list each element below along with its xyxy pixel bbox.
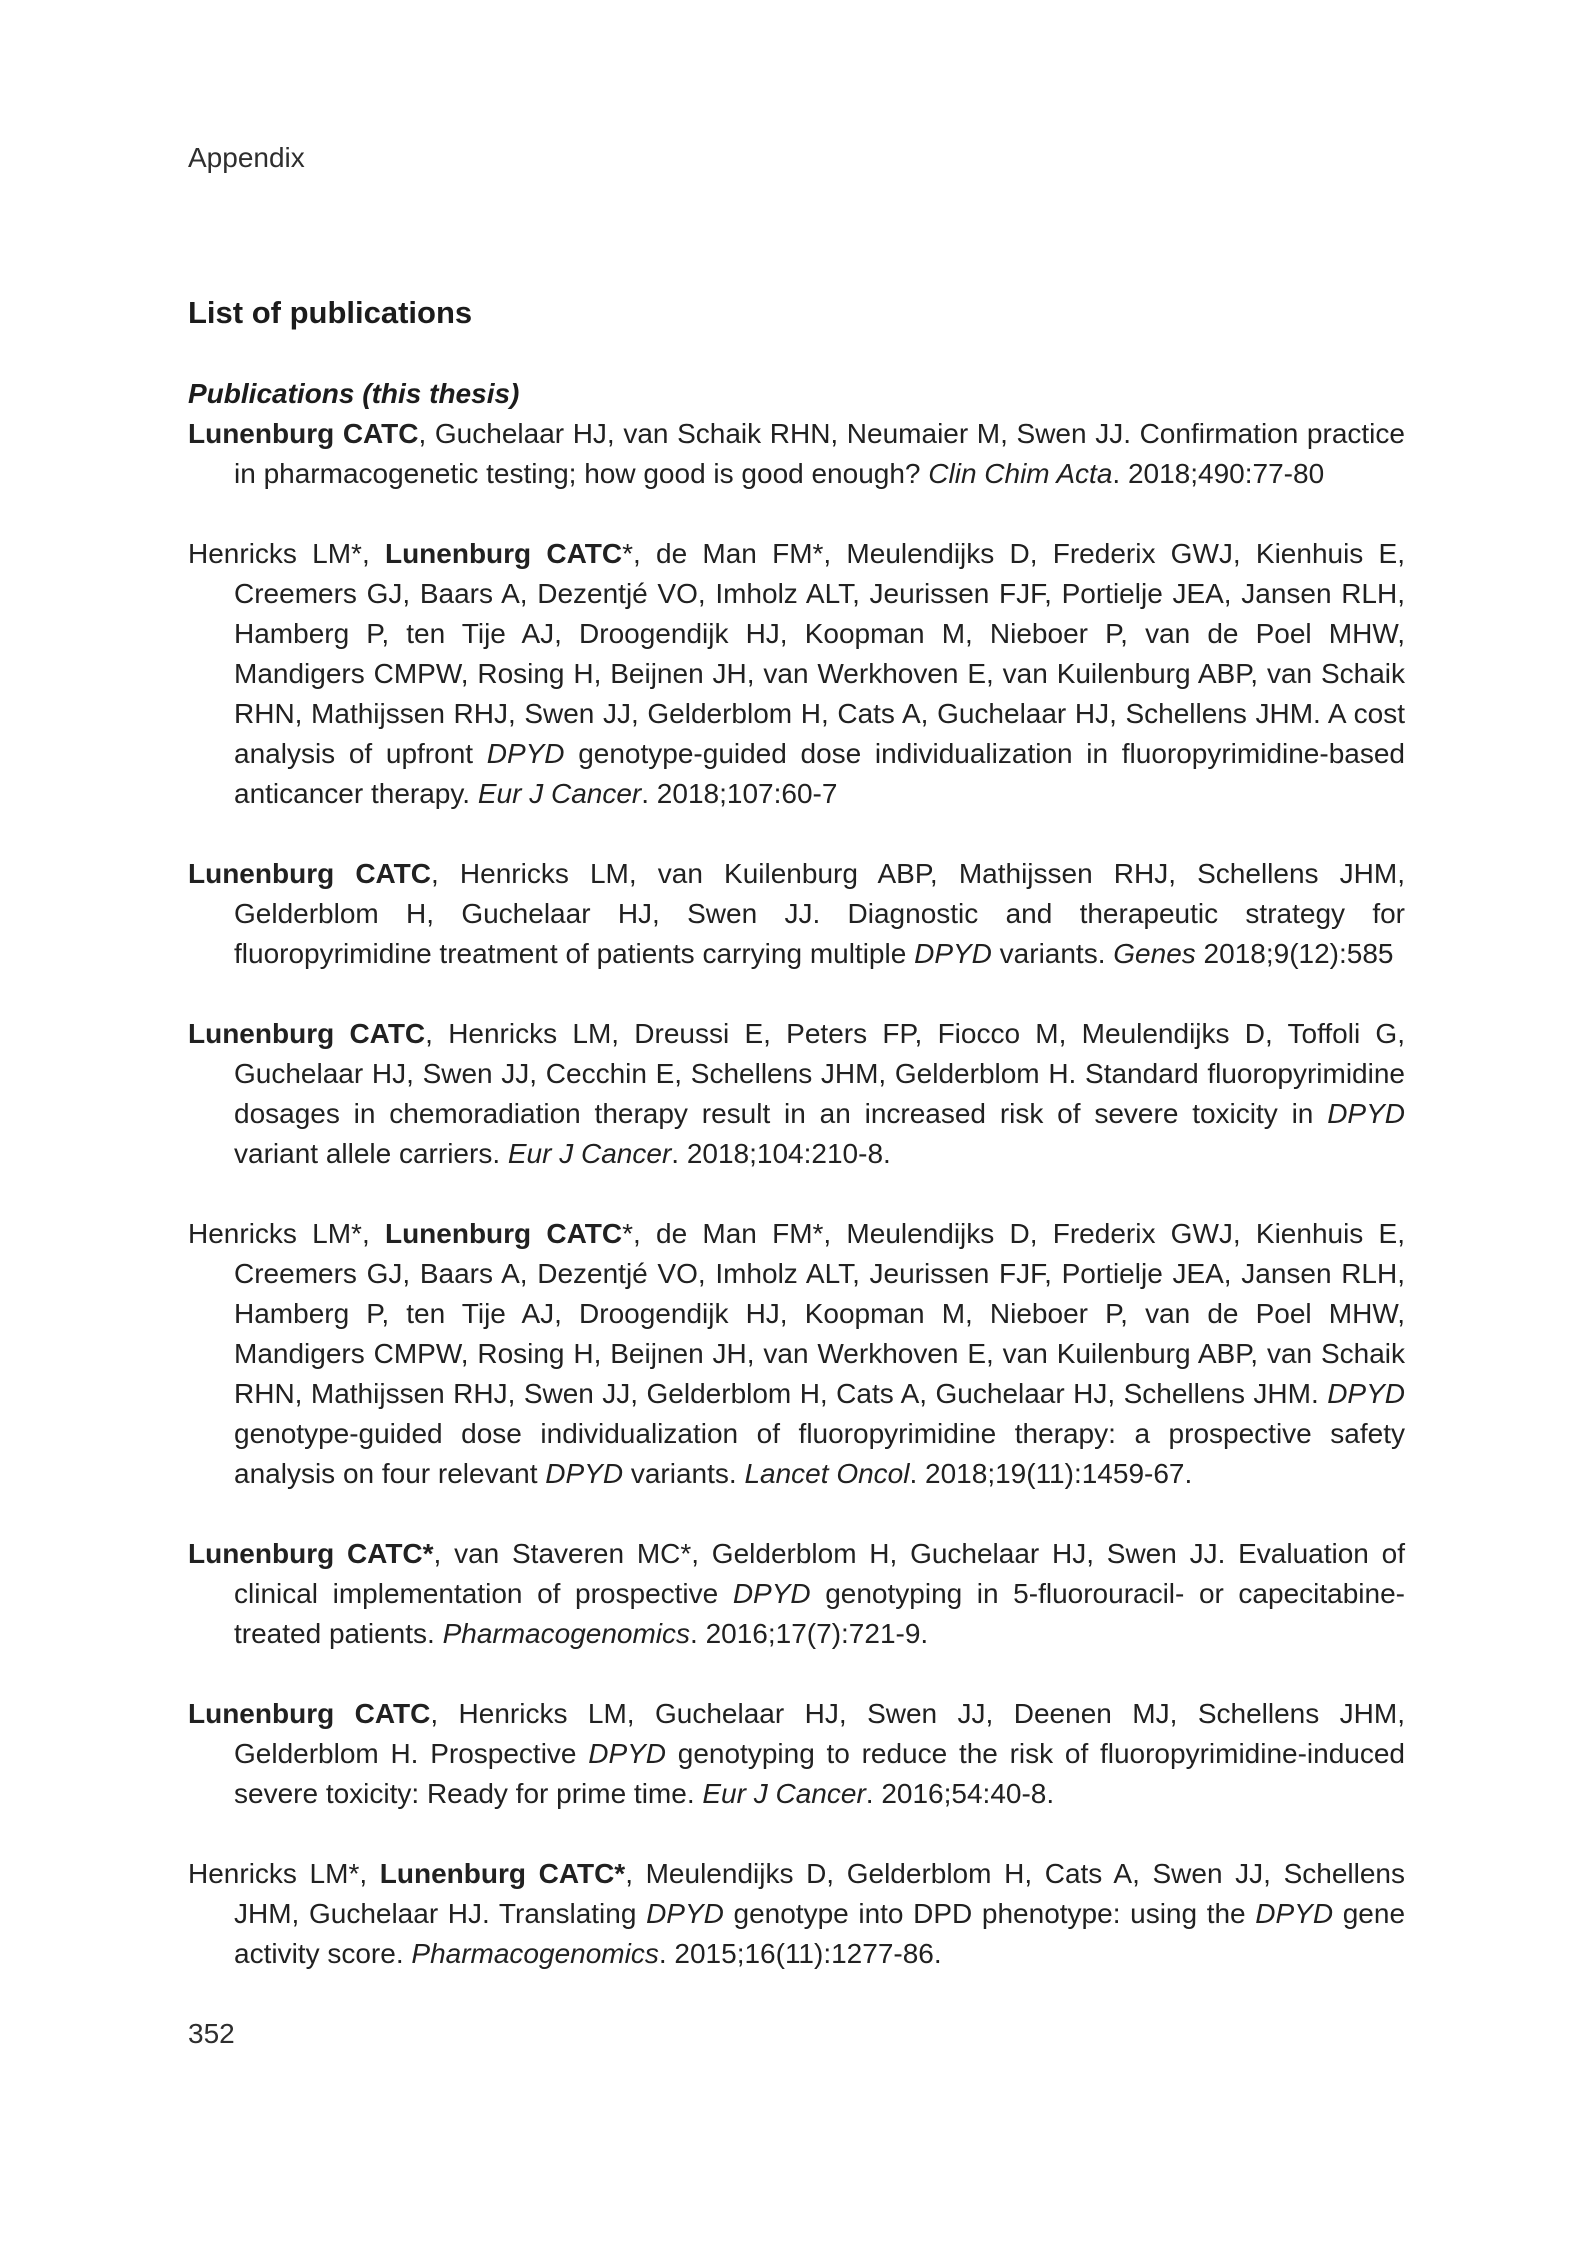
text-run: genotype-guided dose individualization of fluoropyrimidine therapy: a prospective safety analysis on four relevant — [234, 1418, 1405, 1489]
text-run: , Henricks LM, Guchelaar HJ, Swen JJ, Deenen MJ, Schellens JHM, Gelderblom H. Prospective — [234, 1698, 1405, 1769]
text-run: DPYD — [1327, 1378, 1405, 1409]
text-run: . 2015;16(11):1277-86. — [658, 1938, 942, 1969]
section-heading: Publications (this thesis) — [188, 378, 520, 409]
text-run: variants. — [623, 1458, 745, 1489]
running-header: Appendix — [188, 142, 305, 173]
text-run: Lancet Oncol — [744, 1458, 910, 1489]
text-run: . 2018;490:77-80 — [1112, 458, 1325, 489]
text-run: variant allele carriers. — [234, 1138, 508, 1169]
text-run: , Henricks LM, Dreussi E, Peters FP, Fiocco M, Meulendijks D, Toffoli G, Guchelaar HJ, Swen JJ, Cecchin E, Schellens JHM, Gelderblom H. Standard fluoropyrimidine dosages in chemoradiation therapy result in an increased risk of severe toxicity in — [234, 1018, 1405, 1129]
text-run: Lunenburg CATC* — [379, 1858, 626, 1889]
text-run: *, de Man FM*, Meulendijks D, Frederix GWJ, Kienhuis E, Creemers GJ, Baars A, Dezentjé VO, Imholz ALT, Jeurissen FJF, Portielje JEA, Jansen RLH, Hamberg P, ten Tije AJ, Droogendijk HJ, Koopman M, Nieboer P, van de Poel MHW, Mandigers CMPW, Rosing H, Beijnen JH, van Werkhoven E, van Kuilenburg ABP, van Schaik RHN, Mathijssen RHJ, Swen JJ, Gelderblom H, Cats A, Guchelaar HJ, Schellens JHM. A cost analysis of upfront — [234, 538, 1405, 769]
text-run: Pharmacogenomics — [442, 1618, 691, 1649]
text-run: variants. — [991, 938, 1114, 969]
text-run: Lunenburg CATC — [188, 1698, 431, 1729]
publication-entry — [188, 1854, 1405, 1974]
text-run: *, de Man FM*, Meulendijks D, Frederix GWJ, Kienhuis E, Creemers GJ, Baars A, Dezentjé VO, Imholz ALT, Jeurissen FJF, Portielje JEA, Jansen RLH, Hamberg P, ten Tije AJ, Droogendijk HJ, Koopman M, Nieboer P, van de Poel MHW, Mandigers CMPW, Rosing H, Beijnen JH, van Werkhoven E, van Kuilenburg ABP, van Schaik RHN, Mathijssen RHJ, Swen JJ, Gelderblom H, Cats A, Guchelaar HJ, Schellens JHM. — [234, 1218, 1405, 1409]
text-run: , van Staveren MC*, Gelderblom H, Guchelaar HJ, Swen JJ. Evaluation of clinical implementation of prospective — [234, 1538, 1405, 1609]
text-run: . 2018;19(11):1459-67. — [909, 1458, 1193, 1489]
text-run: Genes — [1113, 938, 1196, 969]
publication-entry — [188, 1694, 1405, 1814]
text-run: genotype-guided dose individualization in fluoropyrimidine-based anticancer therapy. — [234, 738, 1405, 809]
publication-entry — [188, 854, 1405, 974]
publication-entry — [188, 1214, 1405, 1494]
text-run: DPYD — [545, 1458, 624, 1489]
text-run: DPYD — [914, 938, 992, 969]
publication-list — [188, 414, 1405, 1974]
text-run: Eur J Cancer — [702, 1778, 866, 1809]
text-run: DPYD — [1327, 1098, 1405, 1129]
publication-entry — [188, 1014, 1405, 1174]
text-run: DPYD — [732, 1578, 811, 1609]
text-run: , Guchelaar HJ, van Schaik RHN, Neumaier M, Swen JJ. Confirmation practice in pharmacogenetic testing; how good is good enough? — [234, 418, 1405, 489]
page-title: List of publications — [188, 295, 473, 330]
text-run: genotype into DPD phenotype: using the — [723, 1898, 1256, 1929]
text-run: Pharmacogenomics — [411, 1938, 659, 1969]
text-run: genotyping in 5-fluorouracil- or capecitabine-treated patients. — [234, 1578, 1405, 1649]
text-run: DPYD — [646, 1898, 724, 1929]
text-run: Henricks LM*, — [188, 1858, 380, 1889]
text-run: gene activity score. — [234, 1898, 1406, 1969]
text-run: 2018;9(12):585 — [1195, 938, 1394, 969]
text-run: genotyping to reduce the risk of fluoropyrimidine-induced severe toxicity: Ready for prime time. — [234, 1738, 1406, 1809]
text-run: . 2018;104:210-8. — [671, 1138, 891, 1169]
text-run: , Henricks LM, van Kuilenburg ABP, Mathijssen RHJ, Schellens JHM, Gelderblom H, Guchelaar HJ, Swen JJ. Diagnostic and therapeutic strategy for fluoropyrimidine treatment of patients carrying multiple — [234, 858, 1405, 969]
text-run: Lunenburg CATC — [384, 1218, 623, 1249]
text-run: Eur J Cancer — [507, 1138, 672, 1169]
text-run: Lunenburg CATC — [188, 1018, 426, 1049]
publication-entry — [188, 1534, 1405, 1654]
text-run: DPYD — [588, 1738, 667, 1769]
publication-entry — [188, 414, 1405, 494]
text-run: Lunenburg CATC — [384, 538, 623, 569]
text-run: . 2016;17(7):721-9. — [690, 1618, 929, 1649]
text-run: . 2018;107:60-7 — [641, 778, 838, 809]
page-number: 352 — [188, 2018, 235, 2049]
text-run: Lunenburg CATC — [188, 858, 432, 889]
text-run: Eur J Cancer — [477, 778, 642, 809]
text-run: . 2016;54:40-8. — [865, 1778, 1055, 1809]
text-run: Henricks LM*, — [188, 1218, 385, 1249]
text-run: DPYD — [1255, 1898, 1334, 1929]
text-run: DPYD — [486, 738, 565, 769]
text-run: Henricks LM*, — [188, 538, 385, 569]
text-run: Clin Chim Acta — [928, 458, 1113, 489]
text-run: , Meulendijks D, Gelderblom H, Cats A, Swen JJ, Schellens JHM, Guchelaar HJ. Translating — [234, 1858, 1405, 1929]
text-run: Lunenburg CATC — [188, 418, 419, 449]
text-run: Lunenburg CATC* — [188, 1538, 434, 1569]
publication-entry — [188, 534, 1405, 814]
